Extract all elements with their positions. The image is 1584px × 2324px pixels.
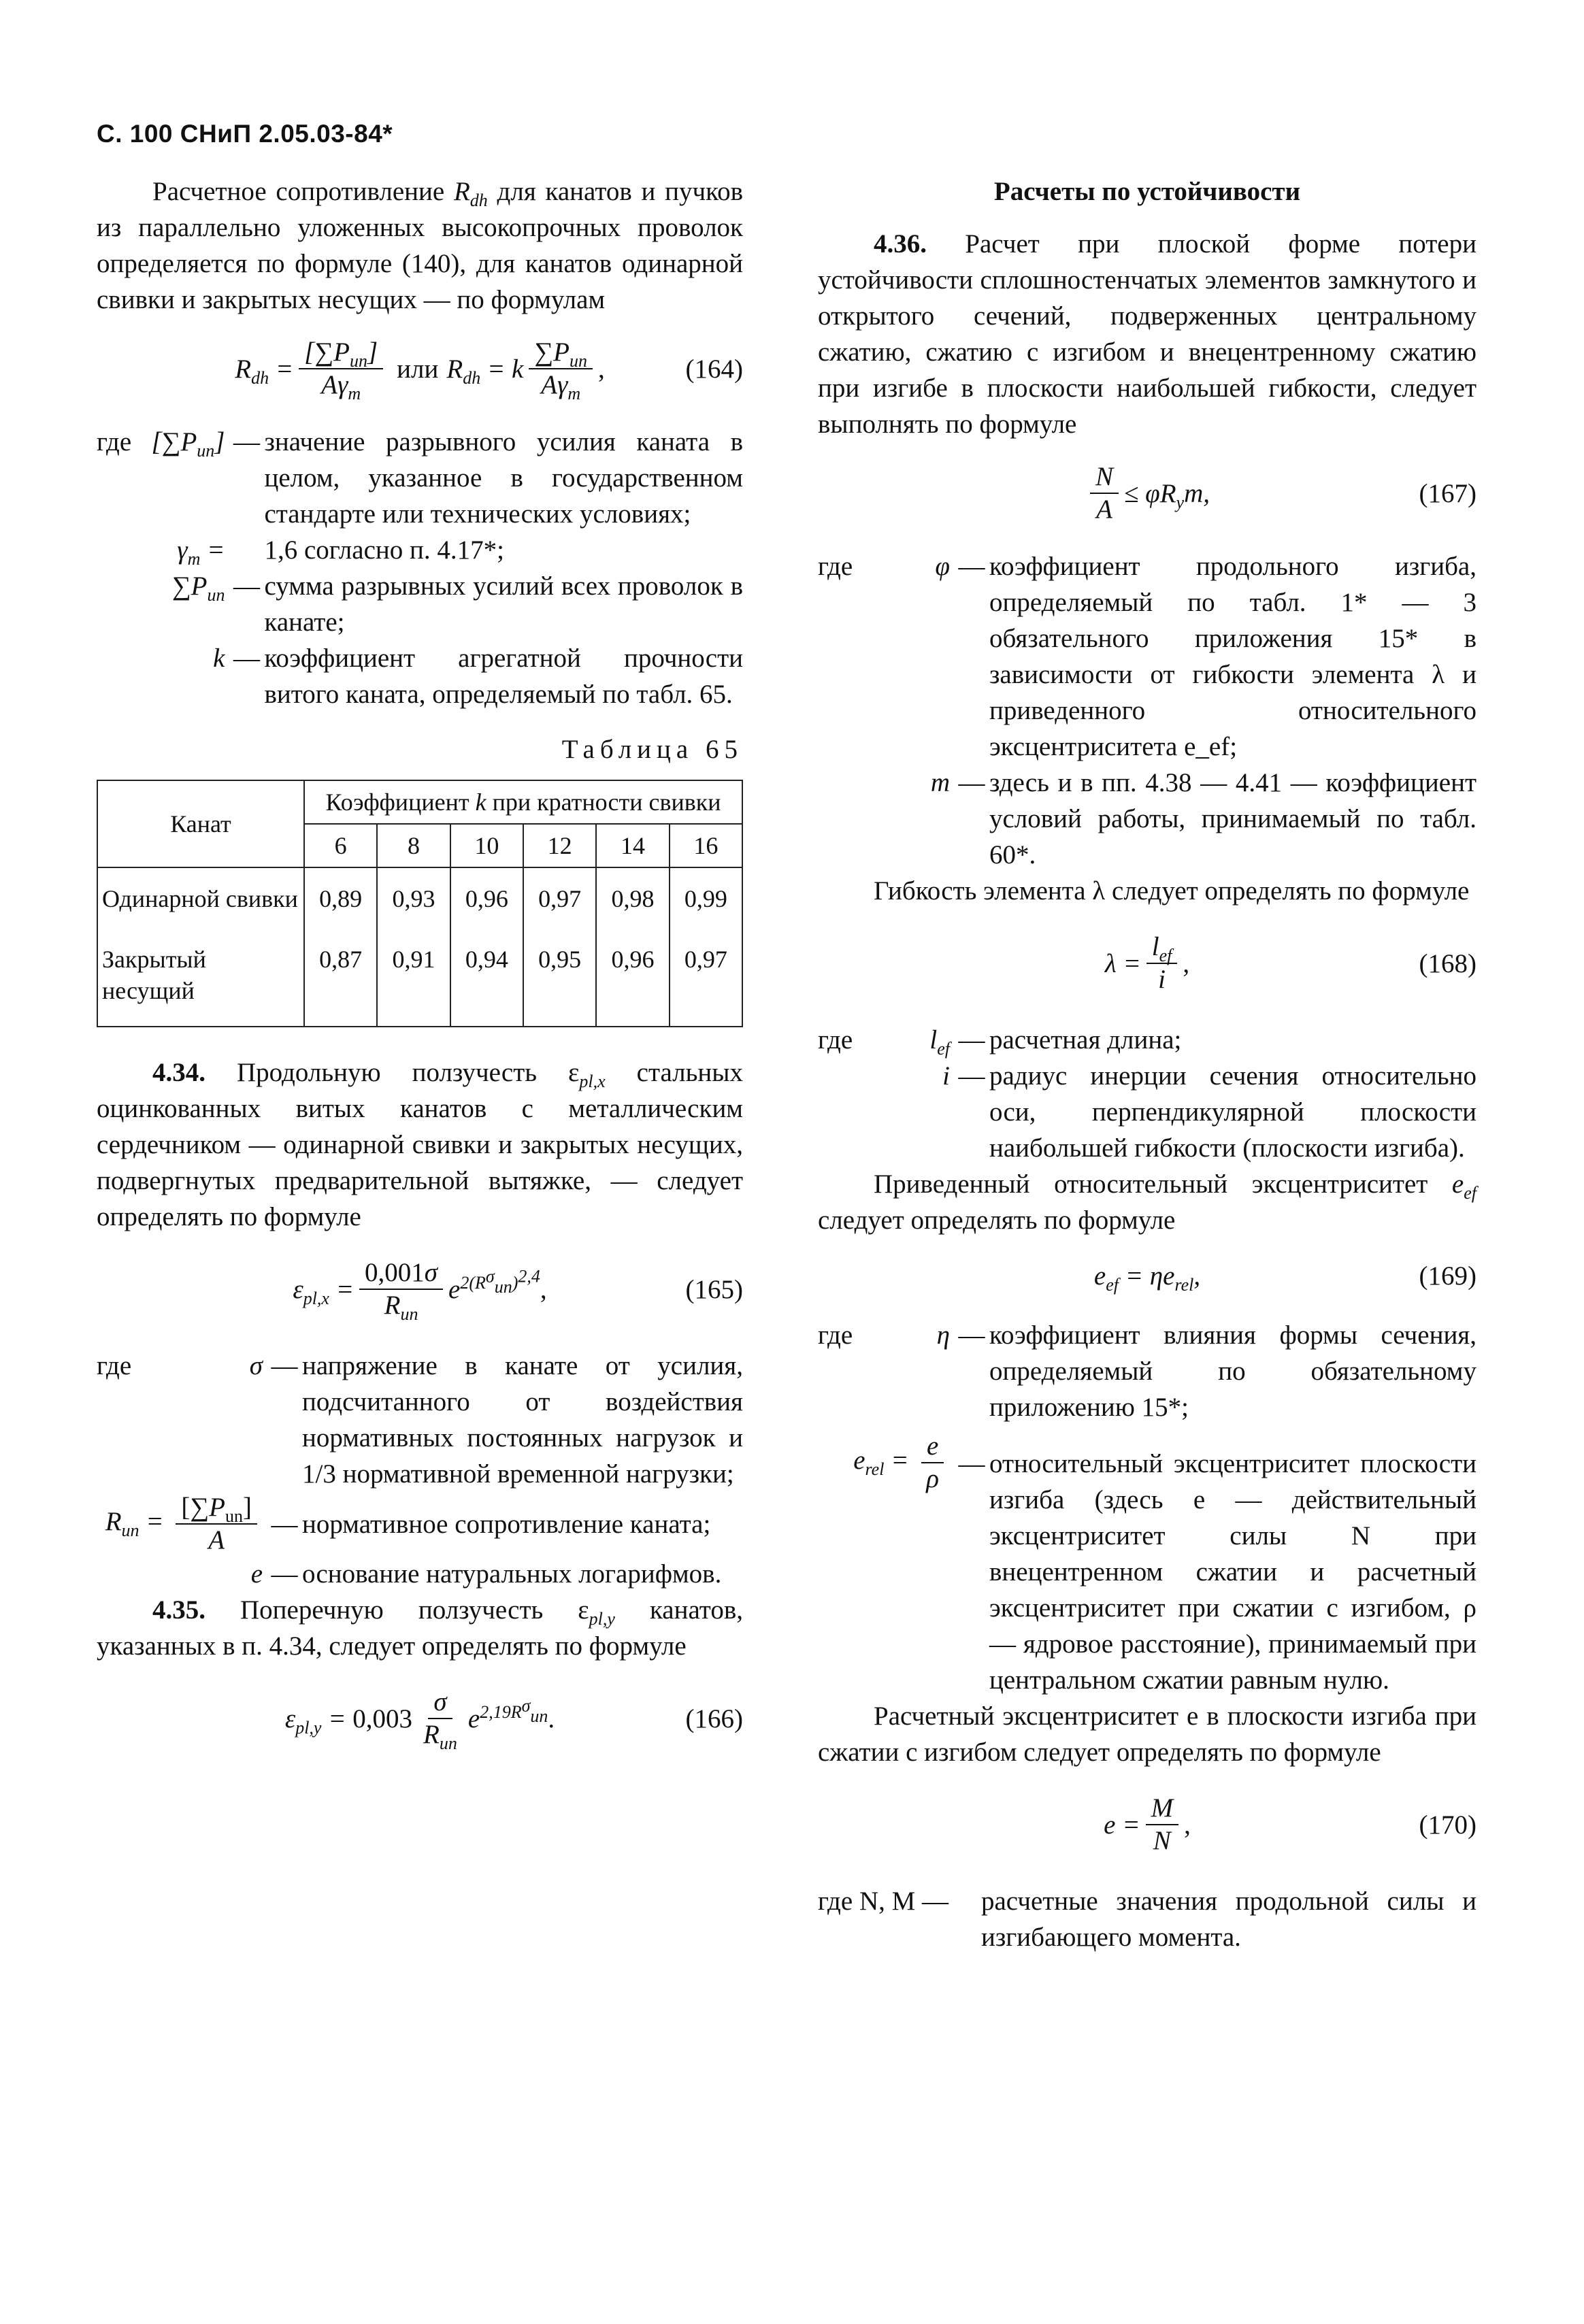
def-text: основание натуральных логарифмов. (302, 1559, 722, 1589)
table-header-coef: Коэффициент k при кратности свивки (304, 780, 742, 824)
def-symbol: $e_{rel}$ = $\frac{e}{\rho}$ (818, 1425, 954, 1698)
def-symbol: $\gamma_m$ = (177, 535, 225, 569)
def-text: значение разрывного усилия каната в целом, указанное в государственном стандарте или технических условиях; (264, 427, 743, 529)
equation-168: λ = $\frac{l_{ef}}{i}$ , (168) (1104, 932, 1476, 994)
def-text: здесь и в пп. 4.38 — 4.41 — коэффициент условий работы, принимаемый по табл. 60*. (989, 768, 1476, 869)
def-symbol: где φ (818, 552, 950, 581)
def-text: коэффициент агрегатной прочности витого каната, определяемый по табл. 65. (264, 644, 743, 709)
paragraph-e: Расчетный эксцентриситет e в плоскости изгиба при сжатии с изгибом следует определять по формуле (818, 1702, 1476, 1767)
table-header-multiple: 6 (304, 824, 377, 867)
def-symbol: e (250, 1559, 263, 1589)
equation-number: (164) (685, 354, 743, 384)
equation-165: $\varepsilon_{pl,x}$ = $\frac{0,001\sigma}{R_{un}}$ $e^{2(R^\sigma_{un})^{2,4}}$ , (165) (293, 1258, 743, 1324)
equation-number: (170) (1419, 1810, 1476, 1840)
definitions-164: где $[\sum P_{un}]$ — значение разрывного усилия каната в целом, указанное в государственном стандарте или технических условиях; $\gamma_m$ = 1,6 согласно п. 4.17*; $\sum P_{un}$ — сумма разрывных усилий всех проволок в канате; k — коэффициент агрегатной прочности витого каната, определяемый по табл. 65. (97, 424, 743, 712)
paragraph-4-35: 4.35. Поперечную ползучесть $\varepsilon_{pl,y}$ канатов, указанных в п. 4.34, следует определять по формуле (97, 1595, 743, 1661)
equation-169: $e_{ef} = \eta e_{rel}$, (169) (818, 1238, 1476, 1313)
intro-paragraph: Расчетное сопротивление $R_{dh}$ для канатов и пучков из параллельно уложенных высокопрочных проволок определяется по формуле (140), для канатов одинарной свивки и закрытых несущих — по формулам (97, 177, 744, 314)
def-symbol: $R_{un}$ = $\frac{[\sum P_{un}]}{A}$ (97, 1492, 267, 1556)
paragraph-4-36: 4.36. Расчет при плоской форме потери устойчивости сплошностенчатых элементов замкнутого и открытого сечений, подверженных центральному сжатию, сжатию с изгибом и внецентренному сжатию при изгибе в плоскости наибольшей гибкости, следует выполнять по формуле (818, 229, 1476, 439)
equation-167: $\frac{N}{A}$ ≤ $\varphi R_ym$, (167) (818, 442, 1476, 544)
def-text: расчетная длина; (989, 1025, 1182, 1055)
paragraph-4-34: 4.34. Продольную ползучесть $\varepsilon_{pl,x}$ стальных оцинкованных витых канатов с металлическим сердечником — одинарной свивки и закрытых несущих, подвергнутых предварительной вытяжке, — следует определять по формуле (97, 1058, 743, 1231)
left-column (97, 173, 743, 1773)
equation-number: (169) (1419, 1261, 1476, 1291)
table-row: Одинарной свивки 0,89 0,93 0,96 0,97 0,98 0,99 (97, 867, 742, 938)
table-header-multiple: 12 (523, 824, 596, 867)
def-text: радиус инерции сечения относительно оси, перпендикулярной плоскости наибольшей гибкости (плоскости изгиба). (989, 1061, 1476, 1163)
equation-number: (167) (1419, 478, 1476, 508)
definitions-168: где $l_{ef}$ — расчетная длина; i — радиус инерции сечения относительно оси, перпендикулярной плоскости наибольшей гибкости (плоскости изгиба). (818, 1022, 1476, 1166)
running-header: С. 100 СНиП 2.05.03-84* (97, 120, 393, 148)
def-text: нормативное сопротивление каната; (302, 1509, 711, 1539)
def-symbol: $\sum P_{un}$ (171, 571, 225, 605)
def-symbol: m (930, 768, 950, 797)
equation-number: (168) (1419, 948, 1476, 978)
table-header-multiple: 10 (450, 824, 523, 867)
table-65 (97, 780, 743, 1027)
def-text: относительный эксцентриситет плоскости изгиба (здесь e — действительный эксцентриситет силы N при внецентренном сжатии и расчетный эксцентриситет при сжатии с изгибом, ρ — ядровое расстояние), принимаемый при центральном сжатии равным нулю. (989, 1449, 1476, 1695)
paragraph-lambda: Гибкость элемента λ следует определять по формуле (874, 876, 1470, 906)
def-symbol: i (942, 1061, 950, 1091)
table-header-multiple: 14 (596, 824, 669, 867)
table-header-kanat: Канат (97, 780, 304, 867)
def-symbol: где σ (97, 1351, 263, 1380)
section-heading: Расчеты по устойчивости (993, 177, 1301, 206)
def-text: расчетные значения продольной силы и изгибающего момента. (981, 1887, 1476, 1952)
def-text: коэффициент продольного изгиба, определяемый по табл. 1* — 3 обязательного приложения 15* в зависимости от гибкости элемента λ и приведенного относительного эксцентриситета e_ef; (989, 552, 1476, 761)
right-column (818, 173, 1476, 1955)
table-header-multiple: 16 (670, 824, 742, 867)
definitions-170 (818, 1883, 1476, 1955)
table-caption: Таблица 65 (561, 735, 743, 764)
definitions-169: где η — коэффициент влияния формы сечения, определяемый по обязательному приложению 15*; $e_{rel}$ = $\frac{e}{\rho}$ — относительный эксцентриситет плоскости изгиба (здесь e — действительный эксцентриситет силы N при внецентренном сжатии и расчетный эксцентриситет при сжатии с изгибом, ρ — ядровое расстояние), принимаемый при центральном сжатии равным нулю. (818, 1317, 1476, 1698)
def-symbol: k (213, 644, 225, 673)
equation-170: e = $\frac{M}{N}$ , (170) (1104, 1793, 1476, 1855)
equation-164: $R_{dh}$ = $\frac{[\sum P_{un}]}{A\gamma_m}$ или $R_{dh} = k$ $\frac{\sum P_{un}}{A\gamma_m}$ , (164) (235, 337, 743, 403)
definitions-167: где φ — коэффициент продольного изгиба, определяемый по табл. 1* — 3 обязательного приложения 15* в зависимости от гибкости элемента λ и приведенного относительного эксцентриситета e_ef; m — здесь и в пп. 4.38 — 4.41 — коэффициент условий работы, принимаемый по табл. 60*. (818, 548, 1476, 873)
paragraph-eef: Приведенный относительный эксцентриситет $e_{ef}$ следует определять по формуле (818, 1169, 1476, 1235)
table-header-multiple: 8 (377, 824, 450, 867)
equation-166: $\varepsilon_{pl,y} = 0,003$ $\frac{\sigma}{R_{un}}$ $e^{2,19R^\sigma_{un}}$ . (166) (284, 1687, 743, 1753)
def-text: сумма разрывных усилий всех проволок в канате; (264, 571, 743, 637)
equation-number: (166) (685, 1704, 743, 1733)
table-row: Закрытый несущий 0,87 0,91 0,94 0,95 0,96 0,97 (97, 938, 742, 1027)
def-text: напряжение в канате от усилия, подсчитанного от воздействия нормативных постоянных нагрузок и 1/3 нормативной временной нагрузки; (302, 1351, 743, 1489)
def-symbol: где η (818, 1321, 950, 1350)
def-text: 1,6 согласно п. 4.17*; (264, 535, 504, 565)
def-symbol: где N, M — (818, 1887, 949, 1916)
def-symbol: где $[\sum P_{un}]$ (97, 427, 225, 461)
equation-number: (165) (685, 1274, 743, 1304)
definitions-165: где σ — напряжение в канате от усилия, подсчитанного от воздействия нормативных постоянных нагрузок и 1/3 нормативной временной нагрузки; $R_{un}$ = $\frac{[\sum P_{un}]}{A}$ — нормативное сопротивление каната; e — основание натуральных логарифмов. (97, 1348, 743, 1592)
def-symbol: где $l_{ef}$ (818, 1025, 950, 1059)
def-text: коэффициент влияния формы сечения, определяемый по обязательному приложению 15*; (989, 1321, 1476, 1422)
